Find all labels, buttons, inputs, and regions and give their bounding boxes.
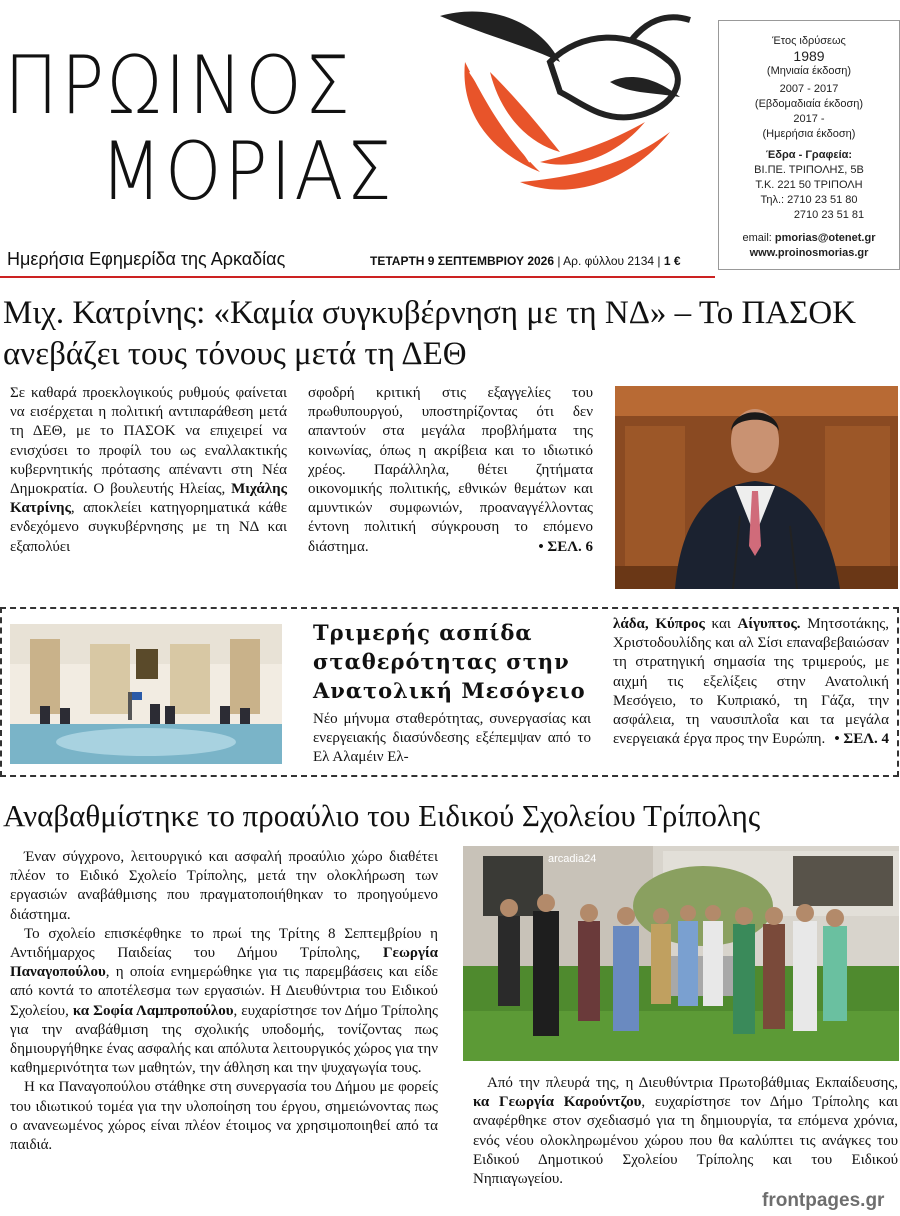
story2-and: και (704, 616, 738, 632)
story3-name1: Γεωργία Παναγοπούλου (10, 945, 438, 981)
bird-logo (430, 2, 700, 222)
story3-para3: Η κα Παναγοπούλου στάθηκε στη συνεργασία του Δήμου με φορείς του ιδιωτικού τομέα για την υλοποίηση του έργου, σημειώνοντας πως ο ανανεωμένος χώρος είναι πλέον έτοιμος να χρησιμοποιηθεί από τα παιδιά. (10, 1079, 438, 1154)
email-line (719, 231, 899, 246)
publication-info-box (718, 20, 900, 270)
dateline: ΤΕΤΑΡΤΗ 9 ΣΕΠΤΕΜΒΡΙΟΥ 2026 | Αρ. φύλλου 2134 | 1 € (370, 254, 681, 268)
photo-watermark: arcadia24 (548, 853, 597, 865)
website-link[interactable]: www.proinosmorias.gr (749, 247, 869, 259)
issue-date: ΤΕΤΑΡΤΗ 9 ΣΕΠΤΕΜΒΡΙΟΥ 2026 (370, 254, 555, 268)
story2-text-a: Νέο μήνυμα σταθερότητας, συνεργασίας και ενεργειακής διασύνδεσης εξέπεμψαν από το Ελ Αλαμέιν Ελ- (313, 711, 591, 766)
story1-column2 (308, 384, 593, 557)
story2-countries-a: λάδα, Κύπρος (613, 616, 705, 632)
email-link[interactable]: pmorias@otenet.gr (774, 232, 876, 244)
frontpages-watermark: frontpages.gr (762, 1190, 885, 1211)
email-label: email: (742, 232, 772, 244)
story3-name3: κα Γεωργία Καρούντζου (473, 1094, 642, 1111)
story3-name2: κα Σοφία Λαμπροπούλου (72, 1002, 234, 1019)
story1-headline-line2: ανεβάζει τους τόνους μετά τη ΔΕΘ (3, 336, 467, 372)
story3-photo (463, 846, 899, 1061)
story2-column2 (613, 615, 889, 749)
story2-text-b: Μητσοτάκης, Χριστοδουλίδης και αλ Σίσι επαναβεβαιώσαν τη στρατηγική σημασία της τριμερούς, με αιχμή τις εξελίξεις στην Ανατολική Μεσόγειο, το Κυπριακό, τη Γάζα, την ασφάλεια, τη ναυσιπλοΐα και τα μεγάλα ενεργειακά έργα προς την Ευρώπη. (613, 616, 889, 748)
period-weekly: 2007 - 2017 (779, 83, 839, 95)
story1-text-b: , αποκλείει κατηγορηματικά κάθε ενδεχόμενο συγκυβέρνησης με τη ΝΔ και εξαπολύει (10, 500, 287, 555)
story3-para2-c: , ευχαρίστησε τον Δήμο Τρίπολης για την αναβάθμιση της σχολικής υποδομής, τονίζοντας πως δημιουργήθηκε ένας ασφαλής και απόλυτα λειτουργικός χώρος για την καθημερινότητα των μαθητών, την άθληση και την ψυχαγωγία τους. (10, 1002, 439, 1077)
story1-column1 (10, 384, 287, 557)
address-line2: Τ.Κ. 221 50 ΤΡΙΠΟΛΗ (755, 179, 863, 191)
monthly-edition: (Μηνιαία έκδοση) (766, 65, 852, 77)
phone-line2: 2710 23 51 81 (793, 209, 865, 221)
founded-label: Έτος ιδρύσεως (772, 35, 846, 47)
story3-para4-a: Από την πλευρά της, η Διευθύντρια Πρωτοβάθμιας Εκπαίδευσης, (487, 1075, 898, 1091)
story3-para2-a: Το σχολείο επισκέφθηκε το πρωί της Τρίτης 8 Σεπτεμβρίου η Αντιδήμαρχος Παιδείας του Δήμου Τρίπολης, (10, 925, 438, 962)
tagline: Ημερήσια Εφημερίδα της Αρκαδίας (7, 249, 286, 269)
story3-column2 (473, 1074, 898, 1189)
story1-headline[interactable] (3, 293, 898, 375)
founded-year: 1989 (793, 48, 825, 64)
story2-column1 (313, 710, 591, 768)
masthead-title-line2: ΜΟΡΙΑΣ (100, 125, 395, 218)
story1-text-c: σφοδρή κριτική στις εξαγγελίες του πρωθυπουργού, υποστηρίζοντας ότι δεν απαντούν στα μεγάλα προβλήματα της κοινωνίας, όπως η ακρίβεια και το ιδιωτικό χρέος. Παράλληλα, θέτει ζητήματα οικονομικής πολιτικής, εθνικών θεμάτων και αμυντικών συμφωνιών, προαναγγέλλοντας έντονη πολιτική σύγκρουση το επόμενο διάστημα. (308, 385, 593, 555)
story3-para1: Έναν σύγχρονο, λειτουργικό και ασφαλή προαύλιο χώρο διαθέτει πλέον το Ειδικό Σχολείο Τρίπολης, μετά την ολοκλήρωση των εργασιών αναβάθμισης που πραγματοποιήθηκαν το προηγούμενο διάστημα. (10, 849, 438, 923)
weekly-edition: (Εβδομαδιαία έκδοση) (754, 98, 864, 110)
story1-page-ref[interactable]: • ΣΕΛ. 6 (538, 538, 593, 555)
story2-page-ref[interactable]: • ΣΕΛ. 4 (834, 731, 889, 748)
story3-column1 (10, 848, 438, 1155)
masthead-title-line1: ΠΡΩΙΝΟΣ (4, 39, 353, 132)
story1-name: Μιχάλης Κατρίνης (10, 481, 287, 517)
story1-headline-line1: Μιχ. Κατρίνης: «Καμία συγκυβέρνηση με τη ΝΔ» – Το ΠΑΣΟΚ (3, 295, 857, 331)
story3-para2-b: , η οποία ενημερώθηκε για τις παρεμβάσεις και είδε από κοντά το αποτέλεσμα των εργασιών. Η Διευθύντρια του Ειδικού Σχολείου, (10, 964, 438, 1019)
issue-number: Αρ. φύλλου 2134 (563, 254, 655, 268)
story1-text-a: Σε καθαρά προεκλογικούς ρυθμούς φαίνεται να εισέρχεται η πολιτική αντιπαράθεση μετά τη ΔΕΘ, με το ΠΑΣΟΚ να επιχειρεί να ενισχύσει το προφίλ του ως εναλλακτικής κυβερνητικής πρότασης απέναντι στη Νέα Δημοκρατία. Ο βουλευτής Ηλείας, (10, 385, 287, 498)
story3-para4-b: , ευχαρίστησε τον Δήμο Τρίπολης και αναφέρθηκε στον σχεδιασμό για τη δημιουργία, τα επόμενα χρόνια, ενός νέου ολοκληρωμένου χώρου που θα καλύπτει τις ανάγκες του Ειδικού Δημοτικού Σχολείου Τρίπολης και του Ειδικού Νηπιαγωγείου. (473, 1094, 898, 1188)
phone-line1: Τηλ.: 2710 23 51 80 (760, 194, 858, 206)
story2-photo (10, 624, 282, 764)
story3-headline[interactable]: Αναβαθμίστηκε το προαύλιο του Ειδικού Σχολείου Τρίπολης (3, 798, 761, 833)
price: 1 € (663, 254, 681, 268)
period-daily: 2017 - (793, 113, 825, 125)
story2-countries-b: Αίγυπτος. (737, 616, 801, 632)
story2-headline[interactable]: Τριμερής ασπίδα σταθερότητας στην Ανατολική Μεσόγειο (313, 620, 586, 703)
story1-photo (615, 386, 898, 589)
daily-edition: (Ημερήσια έκδοση) (762, 128, 856, 140)
address-line1: ΒΙ.ΠΕ. ΤΡΙΠΟΛΗΣ, 5Β (754, 164, 864, 176)
masthead-divider (0, 276, 715, 278)
office-label: Έδρα - Γραφεία: (765, 149, 853, 161)
